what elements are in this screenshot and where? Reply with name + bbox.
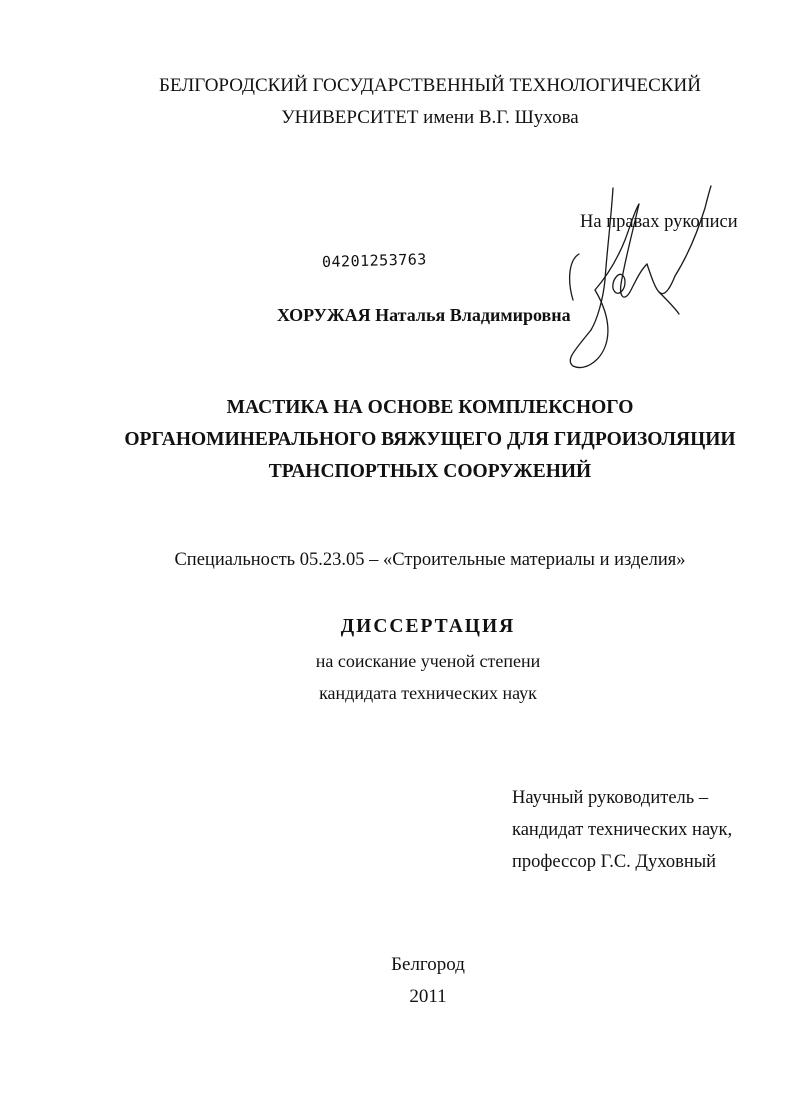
- supervisor-name: профессор Г.С. Духовный: [512, 852, 717, 872]
- degree-line2: кандидата технических наук: [319, 683, 537, 703]
- supervisor-degree: кандидат технических наук,: [512, 820, 733, 840]
- year: 2011: [409, 986, 447, 1007]
- document-type: ДИССЕРТАЦИЯ: [340, 616, 516, 637]
- handwritten-signature-icon: [555, 180, 725, 370]
- city: Белгород: [391, 954, 465, 975]
- thesis-title-line2: ОРГАНОМИНЕРАЛЬНОГО ВЯЖУЩЕГО ДЛЯ ГИДРОИЗОЛЯЦИИ: [124, 429, 736, 450]
- university-name-line1: БЕЛГОРОДСКИЙ ГОСУДАРСТВЕННЫЙ ТЕХНОЛОГИЧЕСКИЙ: [159, 75, 701, 96]
- university-name-line2: УНИВЕРСИТЕТ имени В.Г. Шухова: [281, 107, 579, 128]
- degree-line1: на соискание ученой степени: [315, 651, 541, 671]
- catalog-number: 04201253763: [321, 250, 428, 271]
- author-name: ХОРУЖАЯ Наталья Владимировна: [277, 305, 571, 325]
- supervisor-label: Научный руководитель –: [512, 788, 709, 808]
- rights-note: На правах рукописи: [580, 212, 738, 232]
- specialty: Специальность 05.23.05 – «Строительные материалы и изделия»: [174, 550, 686, 570]
- thesis-title-line1: МАСТИКА НА ОСНОВЕ КОМПЛЕКСНОГО: [226, 397, 634, 418]
- thesis-title-line3: ТРАНСПОРТНЫХ СООРУЖЕНИЙ: [268, 461, 592, 482]
